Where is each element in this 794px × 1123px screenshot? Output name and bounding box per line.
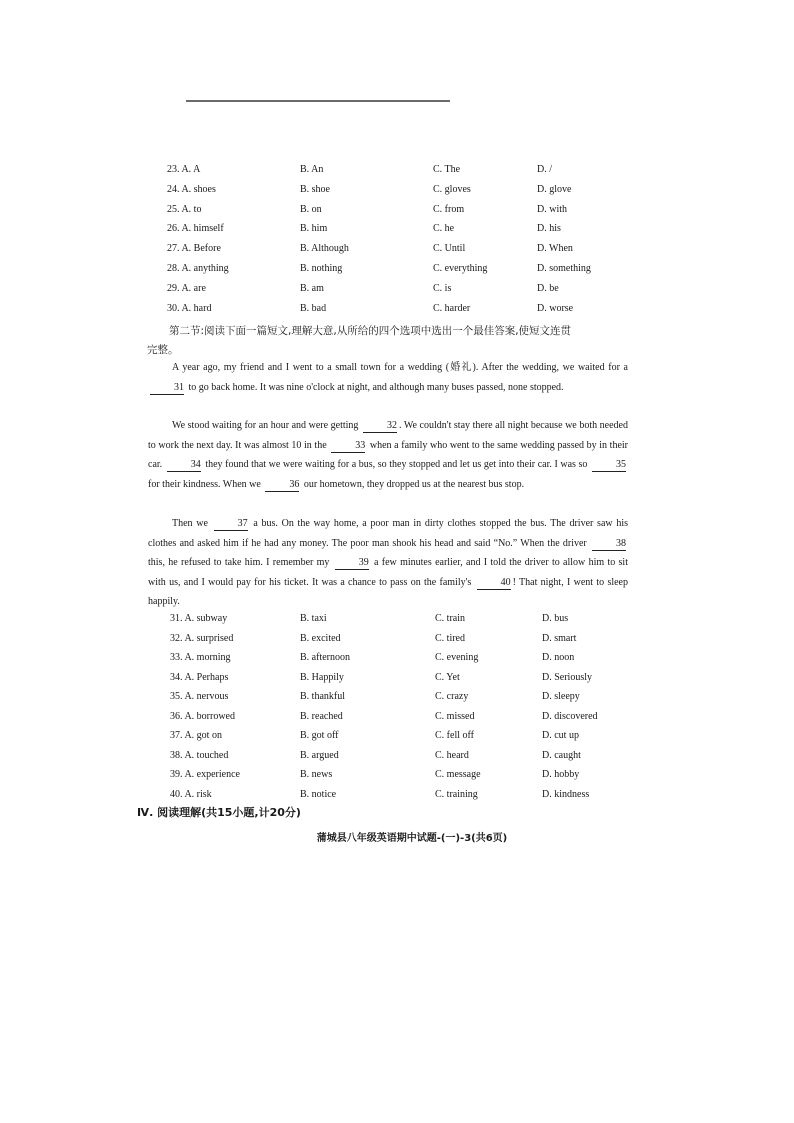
passage-text: for their kindness. When we bbox=[148, 478, 264, 490]
option-c: C. crazy bbox=[435, 691, 469, 702]
option-a: 23. A. A bbox=[167, 164, 201, 175]
option-c: C. training bbox=[435, 788, 478, 800]
option-d: D. cut up bbox=[542, 730, 579, 741]
passage-paragraph-3 bbox=[148, 514, 628, 612]
option-c: C. message bbox=[435, 769, 481, 780]
blank-39: 39 bbox=[335, 557, 369, 570]
option-d: D. bus bbox=[542, 613, 569, 624]
option-a: 39. A. experience bbox=[170, 769, 240, 780]
option-c: C. fell off bbox=[435, 730, 474, 741]
option-d: D. his bbox=[537, 223, 561, 235]
option-c: C. gloves bbox=[433, 183, 471, 195]
option-d: D. be bbox=[537, 282, 559, 294]
option-d: D. discovered bbox=[542, 710, 598, 722]
option-b: B. excited bbox=[300, 632, 341, 644]
option-a: 33. A. morning bbox=[170, 652, 231, 663]
option-a: 28. A. anything bbox=[167, 263, 229, 274]
option-row bbox=[0, 223, 794, 242]
option-d: D. caught bbox=[542, 749, 581, 761]
blank-35: 35 bbox=[592, 459, 626, 472]
option-row bbox=[0, 652, 794, 671]
option-c: C. he bbox=[433, 223, 455, 235]
passage-text: a few minutes earlier, and I told the driver to allow him to sit with us, and I would pay for his ticket. It was a chance to pass on the family's bbox=[148, 557, 628, 588]
option-a: 40. A. risk bbox=[170, 788, 212, 800]
option-row bbox=[0, 691, 794, 710]
option-row bbox=[0, 789, 794, 808]
option-a: 30. A. hard bbox=[167, 302, 212, 314]
option-c: C. is bbox=[433, 282, 452, 294]
option-d: D. hobby bbox=[542, 769, 580, 780]
option-a: 24. A. shoes bbox=[167, 183, 216, 195]
option-a: 26. A. himself bbox=[167, 223, 224, 235]
passage-paragraph-1 bbox=[148, 358, 628, 397]
option-c: C. tired bbox=[435, 632, 465, 644]
option-d: D. worse bbox=[537, 302, 574, 314]
option-row bbox=[0, 263, 794, 282]
option-c: C. train bbox=[435, 613, 465, 624]
option-b: B. on bbox=[300, 203, 322, 215]
instruction-line-1: 第二节:阅读下面一篇短文,理解大意,从所给的四个选项中选出一个最佳答案,使短文连贯 bbox=[169, 325, 572, 337]
option-c: C. everything bbox=[433, 263, 488, 274]
page-footer: 蒲城县八年级英语期中试题-(一)-3(共6页) bbox=[316, 833, 508, 844]
option-d: D. noon bbox=[542, 652, 575, 663]
blank-37: 37 bbox=[214, 518, 248, 531]
option-a: 36. A. borrowed bbox=[170, 710, 235, 722]
passage-text: this, he refused to take him. I remember my bbox=[148, 557, 333, 568]
option-row bbox=[0, 243, 794, 262]
option-b: B. afternoon bbox=[300, 652, 350, 663]
passage-text: We stood waiting for an hour and were getting bbox=[172, 420, 361, 431]
option-d: D. smart bbox=[542, 632, 577, 644]
option-b: B. bad bbox=[300, 302, 327, 314]
option-b: B. shoe bbox=[300, 183, 330, 195]
option-a: 37. A. got on bbox=[170, 730, 222, 741]
option-d: D. When bbox=[537, 243, 573, 255]
option-row bbox=[0, 184, 794, 203]
passage-text: Then we bbox=[172, 518, 212, 529]
passage-text: ! That night, I went to sleep happily. bbox=[148, 576, 628, 607]
passage-text: when a family who went to the same wedding passed by in their car. bbox=[148, 439, 629, 470]
option-b: B. Although bbox=[300, 243, 349, 255]
option-d: D. kindness bbox=[542, 788, 590, 800]
option-d: D. glove bbox=[537, 183, 572, 195]
option-b: B. taxi bbox=[300, 613, 327, 624]
option-d: D. sleepy bbox=[542, 691, 580, 702]
option-b: B. him bbox=[300, 223, 328, 235]
passage-text: a bus. On the way home, a poor man in dirty clothes stopped the bus. The driver saw his clothes and asked him if he had any money. The poor man shook his head and said “No.” When the driver bbox=[148, 518, 628, 549]
option-row bbox=[0, 769, 794, 788]
option-a: 35. A. nervous bbox=[170, 691, 229, 702]
option-row bbox=[0, 283, 794, 302]
instruction-line-2: 完整。 bbox=[147, 344, 179, 356]
passage-text: to go back home. It was nine o'clock at night, and although many buses passed, none stopped. bbox=[186, 381, 564, 393]
option-a: 31. A. subway bbox=[170, 613, 228, 624]
option-a: 27. A. Before bbox=[167, 243, 221, 255]
option-row bbox=[0, 613, 794, 632]
part-4-heading: Ⅳ. 阅读理解(共15小题,计20分) bbox=[137, 806, 301, 819]
option-a: 38. A. touched bbox=[170, 749, 229, 761]
passage-text: our hometown, they dropped us at the nearest bus stop. bbox=[301, 478, 525, 490]
option-row bbox=[0, 672, 794, 691]
option-a: 32. A. surprised bbox=[170, 632, 234, 644]
passage-paragraph-2 bbox=[148, 416, 628, 494]
option-b: B. nothing bbox=[300, 263, 343, 274]
option-c: C. evening bbox=[435, 652, 479, 663]
option-c: C. from bbox=[433, 203, 465, 215]
blank-32: 32 bbox=[363, 420, 397, 433]
option-d: D. Seriously bbox=[542, 671, 592, 683]
option-b: B. reached bbox=[300, 710, 343, 722]
option-row bbox=[0, 633, 794, 652]
option-c: C. Until bbox=[433, 243, 466, 255]
option-b: B. news bbox=[300, 769, 333, 780]
option-c: C. The bbox=[433, 164, 461, 175]
option-row bbox=[0, 730, 794, 749]
blank-34: 34 bbox=[167, 459, 201, 472]
blank-40: 40 bbox=[477, 577, 511, 590]
option-b: B. got off bbox=[300, 730, 339, 741]
option-row bbox=[0, 303, 794, 322]
option-a: 29. A. are bbox=[167, 282, 206, 294]
option-d: D. something bbox=[537, 263, 591, 274]
passage-text: they found that we were waiting for a bus, so they stopped and let us get into their car. I was so bbox=[202, 459, 591, 470]
blank-36: 36 bbox=[265, 479, 299, 492]
blank-31: 31 bbox=[150, 382, 184, 395]
blank-38: 38 bbox=[592, 538, 626, 551]
option-a: 25. A. to bbox=[167, 203, 202, 215]
option-row bbox=[0, 711, 794, 730]
option-a: 34. A. Perhaps bbox=[170, 671, 229, 683]
blank-33: 33 bbox=[331, 440, 365, 453]
option-row bbox=[0, 164, 794, 183]
passage-text: A year ago, my friend and I went to a small town for a wedding (婚礼). After the wedding, we waited for a bbox=[172, 362, 628, 373]
option-d: D. with bbox=[537, 203, 567, 215]
option-b: B. An bbox=[300, 164, 324, 175]
option-c: C. heard bbox=[435, 749, 469, 761]
option-row bbox=[0, 204, 794, 223]
option-b: B. Happily bbox=[300, 671, 344, 683]
option-b: B. thankful bbox=[300, 691, 345, 702]
option-d: D. / bbox=[537, 164, 552, 175]
scan-artifact-line bbox=[186, 100, 450, 102]
passage-text: . We couldn't stay there all night because we both needed to work the next day. It was almost 10 in the bbox=[148, 420, 628, 451]
section-2-instruction bbox=[147, 322, 647, 360]
option-b: B. am bbox=[300, 282, 324, 294]
option-c: C. harder bbox=[433, 302, 471, 314]
option-row bbox=[0, 750, 794, 769]
option-b: B. notice bbox=[300, 788, 337, 800]
option-b: B. argued bbox=[300, 749, 339, 761]
option-c: C. missed bbox=[435, 710, 475, 722]
option-c: C. Yet bbox=[435, 671, 460, 683]
